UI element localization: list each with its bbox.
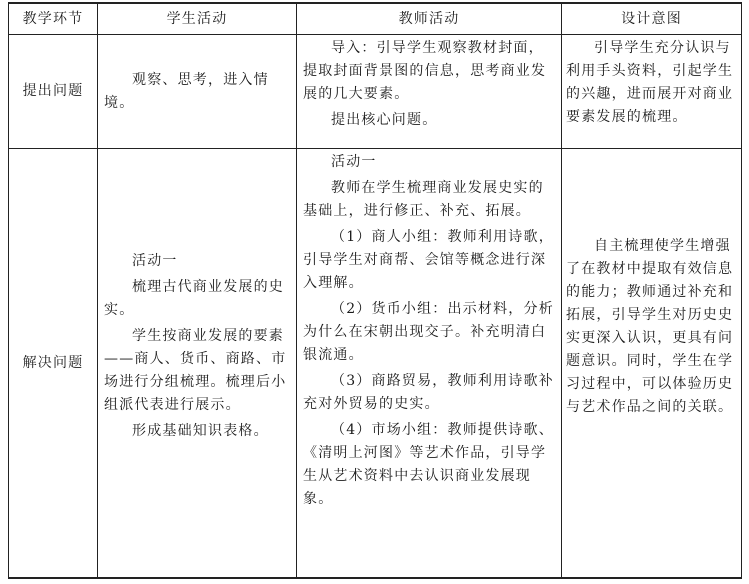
teacher-paragraph: （3）商路贸易，教师利用诗歌补充对外贸易的史实。 [303,373,554,412]
teacher-paragraph: 导入：引导学生观察教材封面，提取封面背景图的信息，思考商业发展的几大要素。 [303,40,547,102]
student-paragraph: 形成基础知识表格。 [132,423,269,439]
table-right-border [741,2,742,579]
header-design-intent: 设计意图 [621,11,682,27]
row1-teacher-activity [303,37,557,135]
row2-design-intent [566,235,737,422]
row1-stage [9,35,97,148]
teacher-paragraph: （1）商人小组：教师利用诗歌，引导学生对商帮、会馆等概念进行深入理解。 [303,229,554,291]
row1-bottom-border [8,148,741,149]
stage-label: 提出问题 [22,83,84,99]
row1-student-activity [104,35,292,148]
table-bottom-border [8,577,741,579]
row2-student-activity [104,250,292,446]
teacher-paragraph: 教师在学生梳理商业发展史实的基础上，进行修正、补充、拓展。 [303,180,544,219]
design-paragraph: 引导学生充分认识与利用手头资料，引起学生的兴趣，进而展开对商业要素发展的梳理。 [566,40,734,125]
column-divider-2 [296,2,297,579]
teacher-paragraph: 提出核心问题。 [331,112,438,128]
teacher-paragraph: （4）市场小组：教师提供诗歌、《清明上河图》等艺术作品，引导学生从艺术资料中去认识商业发展现象。 [303,422,554,507]
student-paragraph: 观察、思考，进入情境。 [104,71,269,111]
teacher-paragraph: （2）货币小组：出示材料，分析为什么在宋朝出现交子。补充明清白银流通。 [303,301,554,363]
student-paragraph: 梳理古代商业发展的史实。 [104,279,284,318]
table-top-border [8,2,741,4]
row1-design-intent [566,37,737,132]
student-paragraph: 学生按商业发展的要素——商人、货币、商路、市场进行分组梳理。梳理后小组派代表进行展示。 [104,328,287,413]
header-student-activity: 学生活动 [166,11,228,27]
header-stage: 教学环节 [22,11,84,27]
student-paragraph: 活动一 [132,253,178,269]
row2-stage [9,149,97,577]
column-divider-1 [97,2,98,579]
header-teacher-activity: 教师活动 [398,11,460,27]
column-divider-3 [561,2,562,579]
row2-teacher-activity [303,151,557,514]
teacher-paragraph: 活动一 [331,154,377,170]
design-paragraph: 自主梳理使学生增强了在教材中提取有效信息的能力；教师通过补充和拓展，引导学生对历史史实更深入认识，更具有问题意识。同时，学生在学习过程中，可以体验历史与艺术作品之间的关联。 [566,238,734,415]
stage-label: 解决问题 [22,354,84,371]
